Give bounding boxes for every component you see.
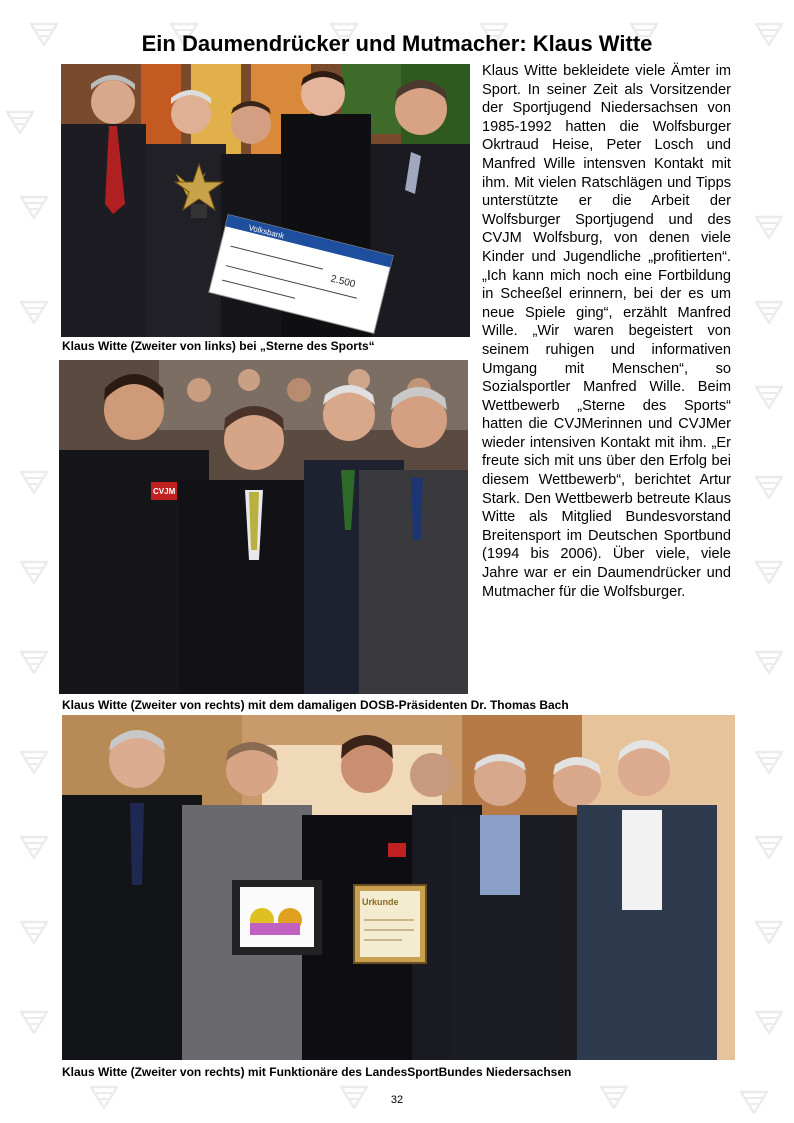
watermark-icon [20,470,48,494]
watermark-icon [755,750,783,774]
watermark-icon [755,835,783,859]
watermark-icon [755,215,783,239]
page-title: Ein Daumendrücker und Mutmacher: Klaus Witte [141,31,653,56]
photo-sterne-des-sports [61,64,470,337]
photo-landessportbund [62,715,735,1060]
caption-photo-1: Klaus Witte (Zweiter von links) bei „Sterne des Sports“ [62,339,375,353]
watermark-icon [6,110,34,134]
watermark-icon [20,1010,48,1034]
article-text: Klaus Witte bekleidete viele Ämter im Sport. In seiner Zeit als Vorsitzender der Sportjugend Niedersachsen von 1985-1992 hatten die Wolfsburger Okrtraud Heise, Peter Losch und Manfred Wille intensven Kontakt mit ihm. Mit vielen Ratschlägen und Tipps unterstützte er die Arbeit der Wolfsburger Sportjugend und des CVJM Wolfsburg, von denen viele Kinder und Jugendliche „profitierten“. „Ich kann mich noch eine Fortbildung in Scheeßel erinnern, bei der es um neue Spiele ging“, erzählt Manfred Wille. „Wir waren begeistert von seinem ruhigen und informativen Umgang mit Menschen“, so Sozialsportler Manfred Wille. Beim Wettbewerb „Sterne des Sports“ hatten die CVJMerinnen und CVJMer wieder intensiven Kontakt mit ihm. „Er freute sich mit uns über den Erfolg bei diesem Wettbewerb“, berichtet Artur Stark. Den Wettbewerb betreute Klaus Witte als Mitglied Bundesvorstand Breitensport im Deutschen Sportbund (1994 bis 2006). Über viele, viele Jahre war er ein Daumendrücker und Mutmacher für die Wolfsburger. [482,63,731,600]
watermark-icon [20,300,48,324]
check-amount: 2.500 [329,273,357,291]
watermark-icon [755,650,783,674]
watermark-icon [755,475,783,499]
watermark-icon [755,560,783,584]
watermark-icon [755,300,783,324]
watermark-icon [755,920,783,944]
watermark-icon [20,195,48,219]
check-bank-name: Volksbank [247,223,286,241]
watermark-icon [20,835,48,859]
watermark-icon [20,920,48,944]
caption-photo-3: Klaus Witte (Zweiter von rechts) mit Funktionäre des LandesSportBundes Niedersachsen [62,1065,572,1079]
watermark-icon [755,385,783,409]
watermark-icon [20,560,48,584]
page-number: 32 [390,1094,404,1106]
watermark-icon [20,650,48,674]
photo-dosb-president [59,360,468,694]
certificate-title: Urkunde [362,897,399,907]
watermark-icon [20,750,48,774]
jacket-logo: CVJM [153,487,176,496]
caption-photo-2: Klaus Witte (Zweiter von rechts) mit dem damaligen DOSB-Präsidenten Dr. Thomas Bach [62,698,569,712]
watermark-icon [755,1010,783,1034]
